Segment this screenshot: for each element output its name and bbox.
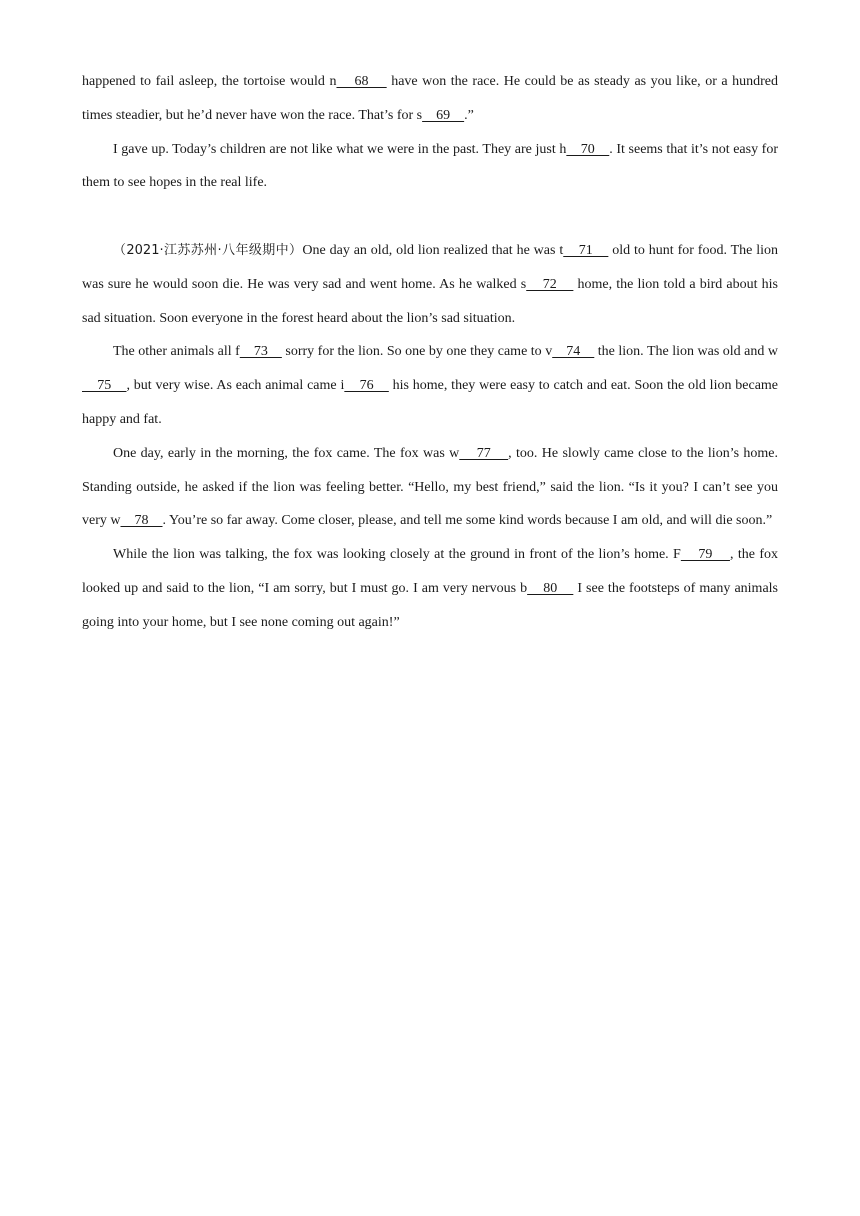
- passage-text-segment: , the fox looked up and said to the lion, “I am sorry, but I must go. I am very nervous b: [82, 547, 778, 596]
- passage1-paragraph-2: [82, 133, 778, 201]
- passage-text-segment: I see the footsteps of many animals going into your home, but I see none coming out again!”: [82, 580, 778, 630]
- answer-blank-76: 76: [344, 378, 389, 394]
- passage-text-segment: , but very wise. As each animal came i: [126, 378, 345, 394]
- document-page: [82, 65, 778, 640]
- answer-blank-68: 68: [336, 74, 387, 89]
- passage1-paragraph-1: [82, 65, 778, 133]
- passage-text-segment: One day, early in the morning, the fox came. The fox was w: [113, 445, 460, 461]
- passage2-paragraph-2: [82, 335, 778, 436]
- passage-text-segment: sorry for the lion. So one by one they came to v: [281, 344, 553, 360]
- passage2-paragraph-3: [82, 437, 778, 538]
- passage-text-segment: One day an old, old lion realized that he was t: [302, 242, 564, 258]
- passage-text-segment: While the lion was talking, the fox was looking closely at the ground in front of the lion’s home. F: [113, 547, 681, 563]
- answer-blank-75: 75: [82, 378, 127, 394]
- answer-blank-80: 80: [527, 580, 574, 596]
- passage-text-segment: .”: [464, 107, 474, 123]
- passage-text-segment: The other animals all f: [113, 344, 240, 360]
- passage-text-segment: . You’re so far away. Come closer, please, and tell me some kind words because I am old, and will die soon.”: [162, 513, 773, 529]
- passage-text-segment: have won the race. He could be as steady as you like, or a hundred times steadier, but he’d never have won the race. That’s for s: [82, 74, 779, 123]
- answer-blank-69: 69: [422, 107, 465, 123]
- passage-text-segment: I gave up. Today’s children are not like what we were in the past. They are just h: [113, 141, 567, 157]
- answer-blank-77: 77: [459, 445, 509, 461]
- answer-blank-72: 72: [526, 276, 574, 292]
- answer-blank-71: 71: [563, 242, 609, 258]
- answer-blank-74: 74: [552, 344, 595, 360]
- answer-blank-79: 79: [680, 547, 730, 563]
- answer-blank-78: 78: [120, 513, 163, 529]
- passage-text-segment: , too. He slowly came close to the lion’s home. Standing outside, he asked if the lion was feeling better. “Hello, my best friend,” said the lion. “Is it you? I can’t see you very w: [82, 445, 779, 529]
- passage-text-segment: his home, they were easy to catch and eat. Soon the old lion became happy and fat.: [82, 378, 779, 427]
- passage-separator: [82, 200, 778, 234]
- source-label: （2021·江苏苏州·八年级期中）: [113, 242, 303, 258]
- passage-text-segment: happened to fail asleep, the tortoise would n: [82, 74, 337, 89]
- passage-text-segment: home, the lion told a bird about his sad situation. Soon everyone in the forest heard about the lion’s sad situation.: [82, 276, 778, 326]
- passage-text-segment: the lion. The lion was old and w: [594, 344, 779, 360]
- answer-blank-70: 70: [566, 141, 610, 157]
- passage-text-segment: . It seems that it’s not easy for them to see hopes in the real life.: [82, 141, 779, 191]
- passage2-paragraph-1: [82, 234, 778, 335]
- passage2-paragraph-4: [82, 538, 778, 639]
- passage-text-segment: old to hunt for food. The lion was sure he would soon die. He was very sad and went home. As he walked s: [82, 242, 779, 292]
- answer-blank-73: 73: [239, 344, 282, 360]
